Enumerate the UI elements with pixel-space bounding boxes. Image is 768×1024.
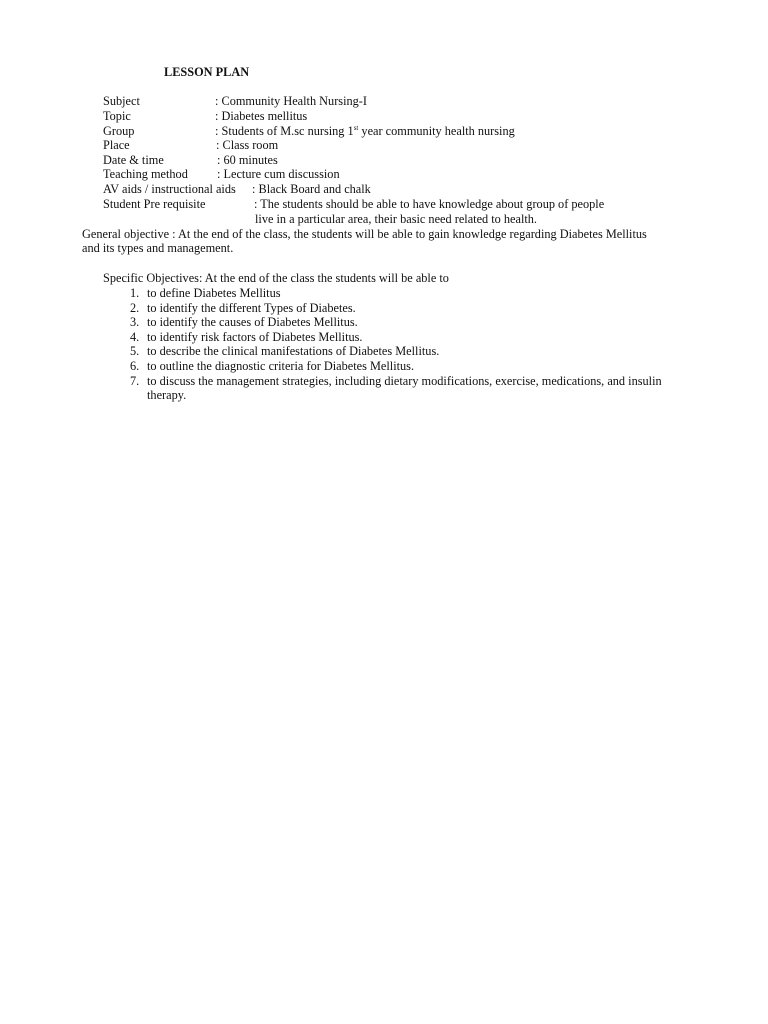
- field-label-subject: Subject: [103, 94, 140, 108]
- field-label-topic: Topic: [103, 109, 131, 123]
- list-item-number: 4.: [130, 329, 140, 344]
- field-label-av-aids: AV aids / instructional aids: [103, 182, 236, 196]
- field-label-pre-requisite: Student Pre requisite: [103, 197, 206, 211]
- field-value-date-time: : 60 minutes: [217, 153, 278, 167]
- general-objective-line2: and its types and management.: [82, 241, 234, 255]
- group-value-superscript: st: [353, 124, 359, 132]
- field-value-av-aids: : Black Board and chalk: [252, 182, 371, 196]
- list-item-number: 6.: [130, 358, 140, 373]
- list-item-number: 7.: [130, 373, 140, 388]
- list-item-number: 3.: [130, 315, 140, 330]
- list-item: [130, 286, 692, 301]
- list-item-number: 1.: [130, 286, 140, 300]
- list-item-number: 2.: [130, 300, 140, 315]
- specific-objectives-heading: Specific Objectives: At the end of the class the students will be able to: [103, 271, 449, 285]
- list-item: [130, 344, 692, 359]
- list-item: [130, 373, 692, 403]
- list-item-text: to identify the causes of Diabetes Mellitus.: [147, 315, 358, 330]
- field-label-group: Group: [103, 124, 135, 138]
- group-value-prefix: : Students of M.sc nursing 1: [215, 124, 354, 138]
- group-value-suffix: year community health nursing: [358, 124, 515, 138]
- list-item: [130, 329, 692, 345]
- list-item-number: 5.: [130, 344, 140, 359]
- field-label-teaching-method: Teaching method: [103, 167, 188, 181]
- list-item: [130, 300, 692, 316]
- list-item: [130, 358, 692, 374]
- field-value-pre-requisite-line2: live in a particular area, their basic need related to health.: [255, 212, 538, 226]
- field-value-group: [215, 124, 515, 139]
- field-label-date-time: Date & time: [103, 153, 164, 167]
- field-value-teaching-method: : Lecture cum discussion: [217, 167, 340, 181]
- list-item-text: to outline the diagnostic criteria for Diabetes Mellitus.: [147, 358, 415, 373]
- list-item-text: to identify the different Types of Diabetes.: [147, 300, 356, 315]
- field-value-pre-requisite-line1: : The students should be able to have knowledge about group of people: [254, 197, 605, 211]
- list-item-text: to discuss the management strategies, including dietary modifications, exercise, medications, and insulin therapy.: [147, 373, 662, 403]
- specific-objectives-list: [130, 286, 692, 403]
- list-item-text: to define Diabetes Mellitus: [147, 286, 281, 300]
- general-objective-line1: General objective : At the end of the class, the students will be able to gain knowledge regarding Diabetes Mellitus: [82, 227, 647, 241]
- field-label-place: Place: [103, 138, 130, 152]
- field-value-subject: : Community Health Nursing-I: [215, 94, 367, 108]
- list-item-text: to describe the clinical manifestations of Diabetes Mellitus.: [147, 344, 440, 359]
- page-title: LESSON PLAN: [164, 65, 250, 79]
- field-value-place: : Class room: [216, 138, 279, 152]
- list-item: [130, 315, 692, 330]
- list-item-text: to identify risk factors of Diabetes Mellitus.: [147, 329, 363, 344]
- field-value-topic: : Diabetes mellitus: [215, 109, 308, 123]
